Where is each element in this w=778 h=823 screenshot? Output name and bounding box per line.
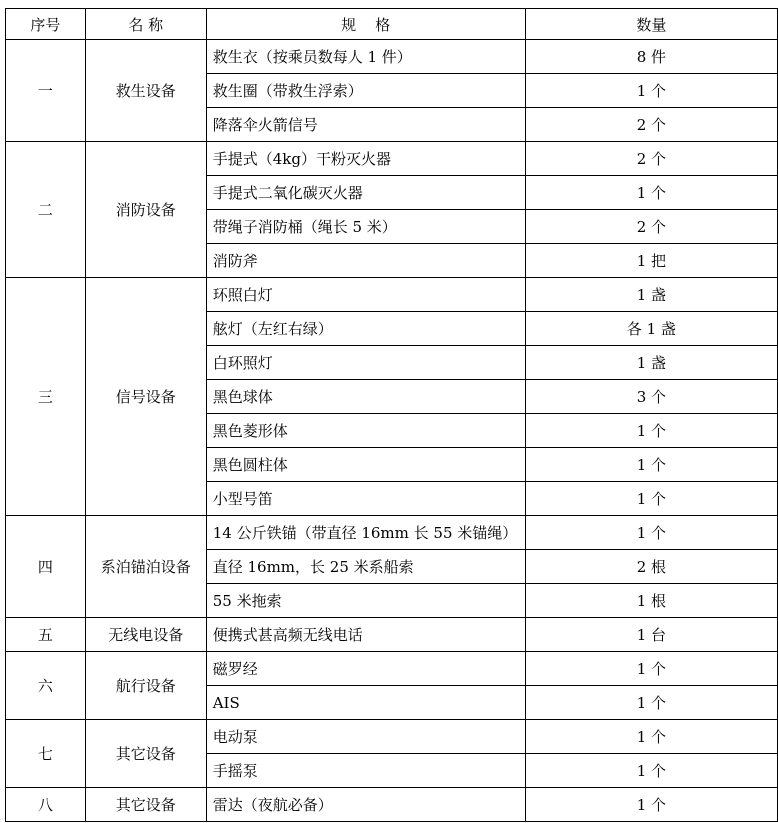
- item-spec: 黑色球体: [206, 380, 525, 414]
- item-qty: 2 个: [525, 210, 777, 244]
- table-row: [6, 720, 778, 754]
- table-header: [6, 9, 778, 40]
- item-spec: 直径 16mm，长 25 米系船索: [206, 550, 525, 584]
- item-qty: 1 台: [525, 618, 777, 652]
- item-qty: 1 把: [525, 244, 777, 278]
- item-qty: 3 个: [525, 380, 777, 414]
- item-spec: 白环照灯: [206, 346, 525, 380]
- item-spec: 救生衣（按乘员数每人 1 件）: [206, 40, 525, 74]
- group-name: 航行设备: [85, 652, 206, 720]
- equipment-table: [5, 8, 778, 822]
- group-index: 五: [6, 618, 86, 652]
- table-body: [6, 40, 778, 822]
- item-spec: 降落伞火箭信号: [206, 108, 525, 142]
- item-spec: 雷达（夜航必备）: [206, 788, 525, 822]
- item-qty: 1 个: [525, 720, 777, 754]
- header-spec: 规 格: [206, 9, 525, 40]
- item-qty: 1 个: [525, 686, 777, 720]
- item-qty: 1 个: [525, 482, 777, 516]
- header-row: [6, 9, 778, 40]
- item-spec: 14 公斤铁锚（带直径 16mm 长 55 米锚绳）: [206, 516, 525, 550]
- item-spec: 舷灯（左红右绿）: [206, 312, 525, 346]
- item-spec: 带绳子消防桶（绳长 5 米）: [206, 210, 525, 244]
- group-index: 一: [6, 40, 86, 142]
- table-row: [6, 618, 778, 652]
- header-name: 名 称: [85, 9, 206, 40]
- item-qty: 1 个: [525, 414, 777, 448]
- group-index: 六: [6, 652, 86, 720]
- group-index: 三: [6, 278, 86, 516]
- item-spec: 黑色圆柱体: [206, 448, 525, 482]
- item-qty: 8 件: [525, 40, 777, 74]
- item-spec: 环照白灯: [206, 278, 525, 312]
- item-qty: 2 根: [525, 550, 777, 584]
- table-row: [6, 278, 778, 312]
- table-row: [6, 40, 778, 74]
- group-name: 系泊锚泊设备: [85, 516, 206, 618]
- table-row: [6, 652, 778, 686]
- item-spec: 手提式（4kg）干粉灭火器: [206, 142, 525, 176]
- item-spec: 便携式甚高频无线电话: [206, 618, 525, 652]
- item-qty: 1 个: [525, 176, 777, 210]
- table-row: [6, 142, 778, 176]
- item-spec: 消防斧: [206, 244, 525, 278]
- item-qty: 1 盏: [525, 346, 777, 380]
- table-row: [6, 788, 778, 822]
- item-qty: 1 个: [525, 74, 777, 108]
- group-index: 七: [6, 720, 86, 788]
- header-qty: 数量: [525, 9, 777, 40]
- item-qty: 2 个: [525, 108, 777, 142]
- item-qty: 1 个: [525, 652, 777, 686]
- group-name: 无线电设备: [85, 618, 206, 652]
- group-index: 四: [6, 516, 86, 618]
- group-name: 其它设备: [85, 720, 206, 788]
- group-index: 八: [6, 788, 86, 822]
- item-qty: 2 个: [525, 142, 777, 176]
- item-spec: 电动泵: [206, 720, 525, 754]
- item-spec: 小型号笛: [206, 482, 525, 516]
- item-spec: 手提式二氧化碳灭火器: [206, 176, 525, 210]
- group-name: 信号设备: [85, 278, 206, 516]
- item-spec: 黑色菱形体: [206, 414, 525, 448]
- item-qty: 各 1 盏: [525, 312, 777, 346]
- item-qty: 1 个: [525, 516, 777, 550]
- item-spec: 55 米拖索: [206, 584, 525, 618]
- item-spec: AIS: [206, 686, 525, 720]
- group-name: 其它设备: [85, 788, 206, 822]
- item-spec: 手摇泵: [206, 754, 525, 788]
- item-spec: 磁罗经: [206, 652, 525, 686]
- group-index: 二: [6, 142, 86, 278]
- table-row: [6, 516, 778, 550]
- item-qty: 1 个: [525, 788, 777, 822]
- item-qty: 1 盏: [525, 278, 777, 312]
- group-name: 救生设备: [85, 40, 206, 142]
- item-qty: 1 个: [525, 448, 777, 482]
- item-qty: 1 个: [525, 754, 777, 788]
- header-index: 序号: [6, 9, 86, 40]
- item-qty: 1 根: [525, 584, 777, 618]
- item-spec: 救生圈（带救生浮索）: [206, 74, 525, 108]
- group-name: 消防设备: [85, 142, 206, 278]
